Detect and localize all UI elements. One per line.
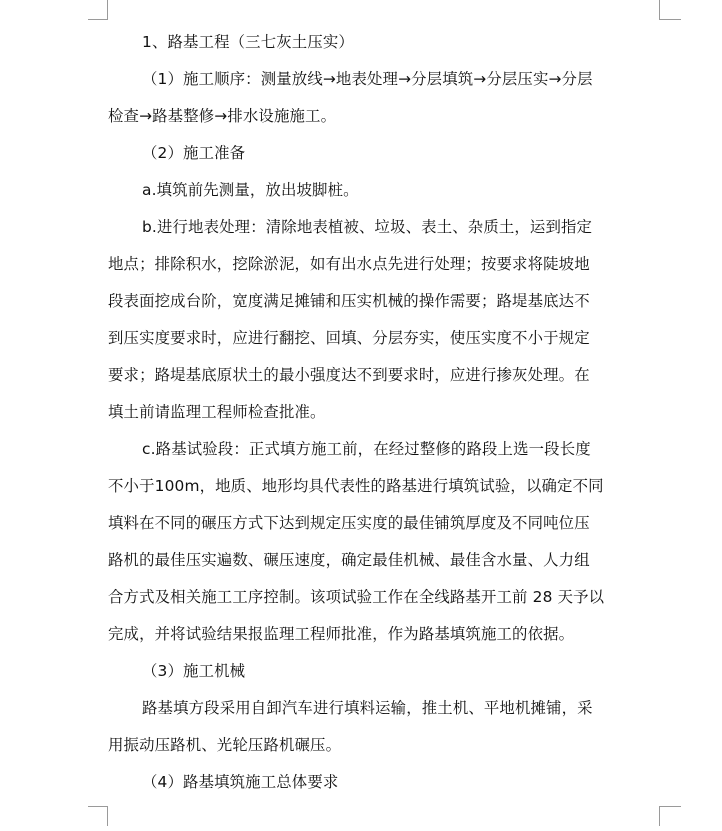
machinery-line-1: 路基填方段采用自卸汽车进行填料运输，推土机、平地机摊铺，采 [142, 699, 593, 717]
machinery-heading: （3）施工机械 [142, 662, 246, 680]
item-b-line-5: 要求；路堤基底原状土的最小强度达不到要求时，应进行掺灰处理。在 [108, 366, 590, 384]
item-b-line-3: 段表面挖成台阶，宽度满足摊铺和压实机械的操作需要；路堤基底达不 [108, 292, 590, 310]
item-b-line-1: b.进行地表处理：清除地表植被、垃圾、表土、杂质土，运到指定 [142, 218, 593, 236]
document-body [108, 24, 639, 801]
item-c-line-1: c.路基试验段：正式填方施工前，在经过整修的路段上选一段长度 [142, 440, 591, 458]
item-c-line-3: 填料在不同的碾压方式下达到规定压实度的最佳铺筑厚度及不同吨位压 [108, 514, 590, 532]
machinery-line-2: 用振动压路机、光轮压路机碾压。 [108, 736, 342, 754]
item-b-line-2: 地点；排除积水，挖除淤泥，如有出水点先进行处理；按要求将陡坡地 [108, 255, 590, 273]
item-c-line-4: 路机的最佳压实遍数、碾压速度，确定最佳机械、最佳含水量、人力组 [108, 551, 590, 569]
item-c-line-5: 合方式及相关施工工序控制。该项试验工作在全线路基开工前 28 天予以 [108, 588, 605, 606]
item-b-line-6: 填土前请监理工程师检查批准。 [108, 403, 326, 421]
construction-sequence-line-2: 检查→路基整修→排水设施施工。 [108, 107, 337, 125]
item-b-line-4: 到压实度要求时，应进行翻挖、回填、分层夯实，使压实度不小于规定 [108, 329, 590, 347]
item-c-line-6: 完成，并将试验结果报监理工程师批准，作为路基填筑施工的依据。 [108, 625, 575, 643]
preparation-heading: （2）施工准备 [142, 144, 246, 162]
construction-sequence-line-1: （1）施工顺序：测量放线→地表处理→分层填筑→分层压实→分层 [142, 70, 593, 88]
crop-mark-top-right [659, 0, 681, 20]
crop-mark-top-left [88, 0, 108, 20]
item-c-line-2: 不小于100m，地质、地形均具代表性的路基进行填筑试验，以确定不同 [108, 477, 604, 495]
item-a-line: a.填筑前先测量，放出坡脚桩。 [142, 181, 359, 199]
crop-mark-bottom-left [88, 806, 108, 826]
section-heading: 1、路基工程（三七灰土压实） [142, 33, 354, 51]
filling-requirements-heading: （4）路基填筑施工总体要求 [142, 773, 339, 791]
crop-mark-bottom-right [659, 806, 681, 826]
